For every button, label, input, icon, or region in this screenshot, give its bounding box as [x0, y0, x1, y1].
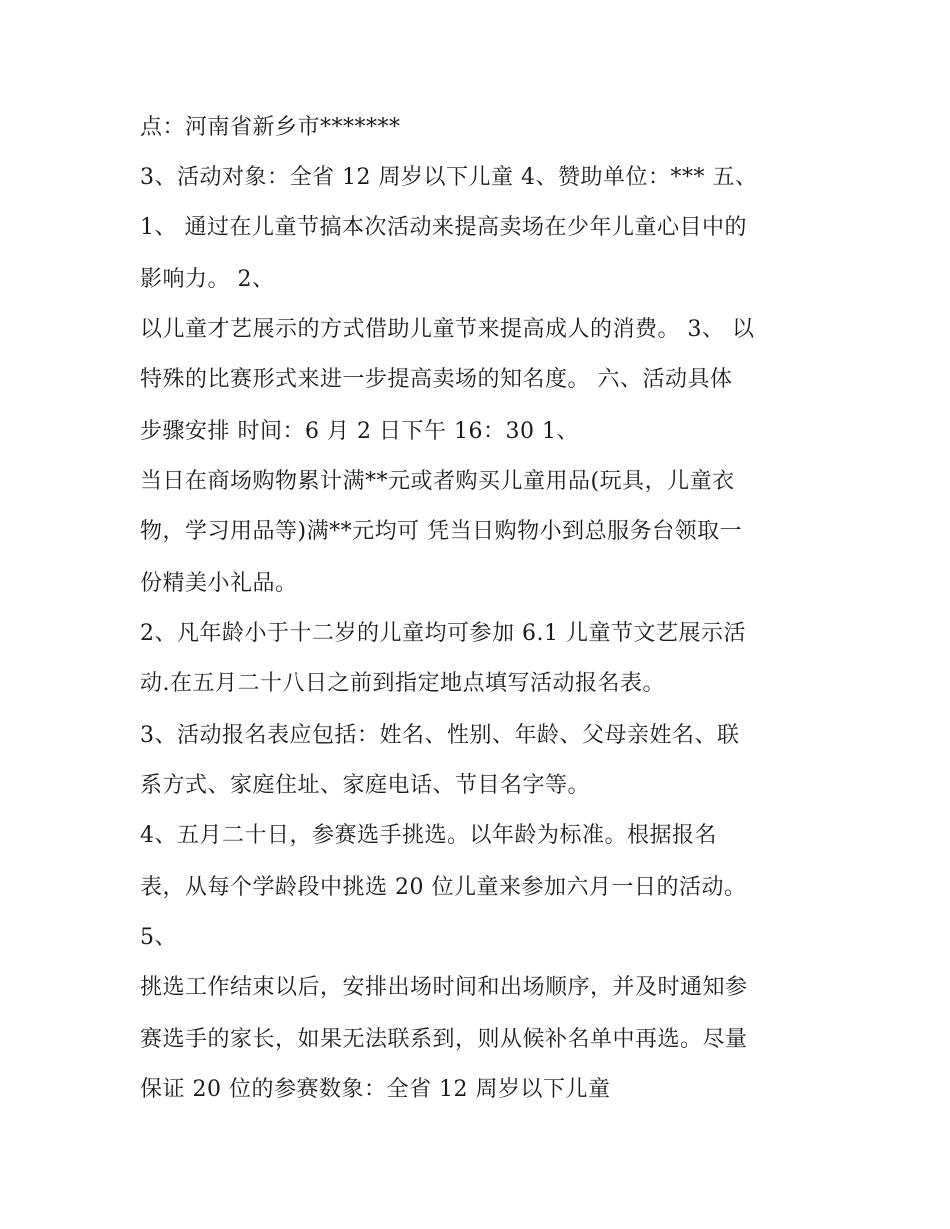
- text-line: 3、活动对象：全省 12 周岁以下儿童 4、赞助单位：*** 五、: [140, 165, 758, 190]
- text-line: 影响力。 2、: [140, 267, 275, 292]
- text-line: 物，学习用品等)满**元均可 凭当日购物小到总服务台领取一: [140, 519, 743, 544]
- text-line: 以儿童才艺展示的方式借助儿童节来提高成人的消费。 3、 以: [140, 317, 755, 342]
- text-line: 挑选工作结束以后，安排出场时间和出场顺序，并及时通知参: [140, 975, 748, 1000]
- text-line: 赛选手的家长，如果无法联系到，则从候补名单中再选。尽量: [140, 1027, 748, 1052]
- text-line: 特殊的比赛形式来进一步提高卖场的知名度。 六、活动具体: [140, 367, 733, 392]
- text-line: 点：河南省新乡市*******: [140, 115, 401, 140]
- text-line: 表，从每个学龄段中挑选 20 位儿童来参加六月一日的活动。: [140, 875, 747, 900]
- text-line: 当日在商场购物累计满**元或者购买儿童用品(玩具，儿童衣: [140, 469, 735, 494]
- text-line: 4、五月二十日，参赛选手挑选。以年龄为标准。根据报名: [140, 823, 717, 848]
- text-line: 动.在五月二十八日之前到指定地点填写活动报名表。: [140, 671, 665, 696]
- text-line: 步骤安排 时间：6 月 2 日下午 16：30 1、: [140, 419, 579, 444]
- text-line: 2、凡年龄小于十二岁的儿童均可参加 6.1 儿童节文艺展示活: [140, 621, 746, 646]
- text-line: 保证 20 位的参赛数象：全省 12 周岁以下儿童: [140, 1077, 611, 1102]
- text-line: 3、活动报名表应包括：姓名、性别、年龄、父母亲姓名、联: [140, 723, 740, 748]
- text-line: 5、: [140, 925, 177, 950]
- text-line: 份精美小礼品。: [140, 571, 298, 596]
- text-line: 系方式、家庭住址、家庭电话、节目名字等。: [140, 773, 591, 798]
- text-line: 1、 通过在儿童节搞本次活动来提高卖场在少年儿童心目中的: [140, 215, 747, 240]
